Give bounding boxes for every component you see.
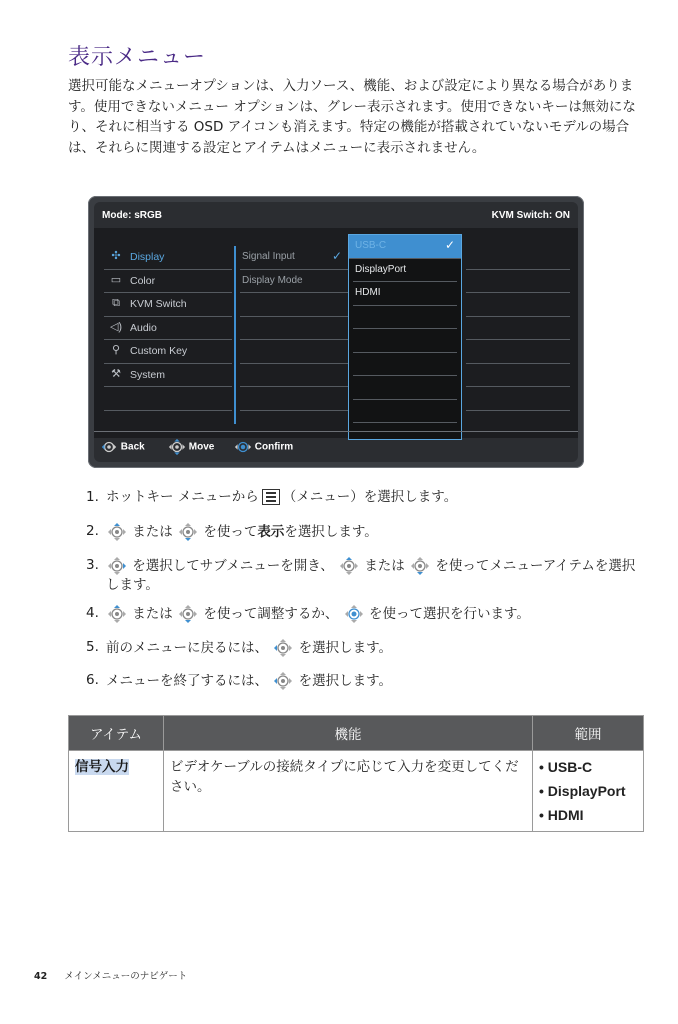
osd-menu-item-display[interactable] bbox=[104, 246, 232, 270]
osd-nav-back bbox=[100, 438, 145, 456]
osd-move-label: Move bbox=[188, 441, 215, 453]
joystick-press-icon bbox=[344, 604, 364, 624]
step-text: を使って bbox=[203, 524, 258, 540]
step-text: ホットキー メニューから bbox=[106, 489, 259, 505]
table-header-row bbox=[69, 716, 644, 751]
osd-menu-item-kvm-switch[interactable] bbox=[104, 293, 232, 317]
joystick-down-icon bbox=[178, 604, 198, 624]
osd-option-empty-row bbox=[353, 400, 457, 424]
osd-option-hdmi[interactable] bbox=[353, 282, 457, 306]
osd-submenu-empty-row bbox=[240, 293, 348, 317]
table-header-function: 機能 bbox=[164, 716, 533, 751]
joystick-up-down-icon bbox=[168, 438, 186, 456]
step-text: を使って選択を行います。 bbox=[368, 606, 530, 622]
osd-menu-label: Audio bbox=[130, 321, 157, 334]
page-footer bbox=[34, 968, 187, 982]
osd-submenu-item-display-mode[interactable] bbox=[240, 270, 348, 294]
osd-option-empty-row bbox=[353, 306, 457, 330]
osd-confirm-label: Confirm bbox=[254, 441, 294, 453]
osd-menu-label: System bbox=[130, 368, 166, 381]
osd-submenu-empty-row bbox=[240, 317, 348, 341]
osd-option-empty-row bbox=[353, 329, 457, 353]
joystick-up-icon bbox=[107, 522, 127, 542]
system-icon: ⚒ bbox=[111, 367, 121, 380]
table-header-range: 範囲 bbox=[533, 716, 644, 751]
color-icon: ▭ bbox=[110, 273, 122, 286]
step-text: を使って調整するか、 bbox=[203, 606, 339, 622]
step-number: 2. bbox=[86, 523, 99, 539]
osd-submenu-empty-row bbox=[240, 340, 348, 364]
osd-submenu-label: Display Mode bbox=[242, 274, 303, 286]
osd-option-empty-row bbox=[353, 376, 457, 400]
osd-menu-item-custom-key[interactable] bbox=[104, 340, 232, 364]
step-text: 前のメニューに戻るには、 bbox=[106, 640, 268, 656]
step-text: または bbox=[132, 606, 173, 622]
section-name: メインメニューのナビゲート bbox=[64, 971, 188, 982]
osd-menu-label: Color bbox=[130, 274, 156, 287]
osd-submenu-empty-row bbox=[240, 387, 348, 411]
step-number: 5. bbox=[86, 639, 99, 655]
check-icon: ✓ bbox=[444, 238, 455, 252]
custom-key-icon: ⚲ bbox=[111, 344, 121, 356]
osd-mode-label: Mode: sRGB bbox=[102, 210, 162, 221]
osd-option-empty-row bbox=[353, 353, 457, 377]
step-text: を選択します。 bbox=[298, 640, 393, 656]
osd-option-usb-c[interactable] bbox=[349, 235, 461, 259]
settings-table bbox=[68, 715, 644, 832]
joystick-left-icon bbox=[273, 671, 293, 691]
step-text: を選択します。 bbox=[298, 673, 393, 689]
joystick-left-icon bbox=[273, 638, 293, 658]
step-text: または bbox=[132, 524, 173, 540]
page-title: 表示メニュー bbox=[68, 45, 207, 70]
osd-option-label: HDMI bbox=[355, 287, 381, 298]
step-number: 6. bbox=[86, 672, 99, 688]
table-cell-range bbox=[533, 751, 644, 832]
table-header-item: アイテム bbox=[69, 716, 164, 751]
step-text: を選択してサブメニューを開き、 bbox=[132, 558, 334, 574]
menu-hotkey-icon bbox=[262, 489, 280, 505]
osd-footer bbox=[94, 431, 578, 462]
osd-back-label: Back bbox=[120, 441, 145, 453]
joystick-right-icon bbox=[107, 556, 127, 576]
osd-sub-menu bbox=[240, 246, 348, 411]
audio-icon: ◁) bbox=[109, 320, 123, 333]
kvm-switch-icon: ⧉ bbox=[112, 297, 120, 309]
step-text: または bbox=[364, 558, 405, 574]
osd-menu-item-audio[interactable] bbox=[104, 317, 232, 341]
step-text: メニューを終了するには、 bbox=[106, 673, 268, 689]
joystick-press-icon bbox=[234, 438, 252, 456]
step-bold-text: 表示 bbox=[257, 524, 285, 540]
osd-menu-label: KVM Switch bbox=[130, 298, 187, 310]
step-text: を使ってメニューアイテムを選択します。 bbox=[106, 558, 636, 593]
osd-body bbox=[94, 228, 578, 438]
osd-fourth-column bbox=[466, 246, 570, 411]
osd-nav-move bbox=[168, 438, 214, 456]
step-number: 1. bbox=[86, 489, 99, 505]
step-number: 3. bbox=[86, 557, 99, 573]
item-signal-input: 信号入力 bbox=[75, 759, 129, 775]
step-text: （メニュー）を選択します。 bbox=[282, 489, 458, 505]
joystick-left-icon bbox=[100, 438, 118, 456]
joystick-down-icon bbox=[410, 556, 430, 576]
osd-submenu-empty-row bbox=[240, 364, 348, 388]
osd-menu-label: Custom Key bbox=[130, 345, 188, 357]
joystick-up-icon bbox=[339, 556, 359, 576]
osd-main-menu bbox=[104, 246, 232, 411]
step-text: を選択します。 bbox=[284, 524, 378, 540]
display-move-icon: ✣ bbox=[111, 250, 121, 262]
osd-menu-item-color[interactable] bbox=[104, 270, 232, 294]
range-option: • HDMI bbox=[539, 807, 584, 823]
range-option: • USB-C bbox=[539, 759, 593, 775]
table-row bbox=[69, 751, 644, 832]
osd-option-label: USB-C bbox=[355, 240, 387, 251]
osd-submenu-item-signal-input[interactable] bbox=[240, 246, 348, 270]
page-number: 42 bbox=[34, 971, 48, 982]
check-icon: ✓ bbox=[331, 249, 342, 263]
step-number: 4. bbox=[86, 605, 99, 621]
osd-divider bbox=[234, 246, 236, 424]
osd-menu-item-system[interactable] bbox=[104, 364, 232, 388]
table-cell-item bbox=[69, 751, 164, 832]
osd-menu-empty-row bbox=[104, 387, 232, 411]
osd-menu-label: Display bbox=[130, 251, 165, 263]
osd-option-displayport[interactable] bbox=[353, 259, 457, 283]
osd-nav-confirm bbox=[234, 438, 293, 456]
osd-submenu-label: Signal Input bbox=[242, 251, 295, 262]
osd-header bbox=[102, 208, 570, 226]
osd-menu-screenshot bbox=[88, 196, 584, 468]
joystick-up-icon bbox=[107, 604, 127, 624]
joystick-down-icon bbox=[178, 522, 198, 542]
osd-option-label: DisplayPort bbox=[355, 263, 407, 275]
range-option: • DisplayPort bbox=[539, 783, 626, 799]
table-cell-function: ビデオケーブルの接続タイプに応じて入力を変更してください。 bbox=[164, 751, 533, 832]
osd-kvm-status: KVM Switch: ON bbox=[491, 210, 570, 221]
intro-paragraph: 選択可能なメニューオプションは、入力ソース、機能、および設定により異なる場合があります。使用できないメニュー オプションは、グレー表示されます。使用できないキーは無効になり、それに相当する OSD アイコンも消えます。特定の機能が搭載されていないモデルの場合は、それらに関連する設定とアイテムはメニューに表示されません。 bbox=[68, 78, 636, 156]
osd-options-panel bbox=[348, 234, 462, 440]
